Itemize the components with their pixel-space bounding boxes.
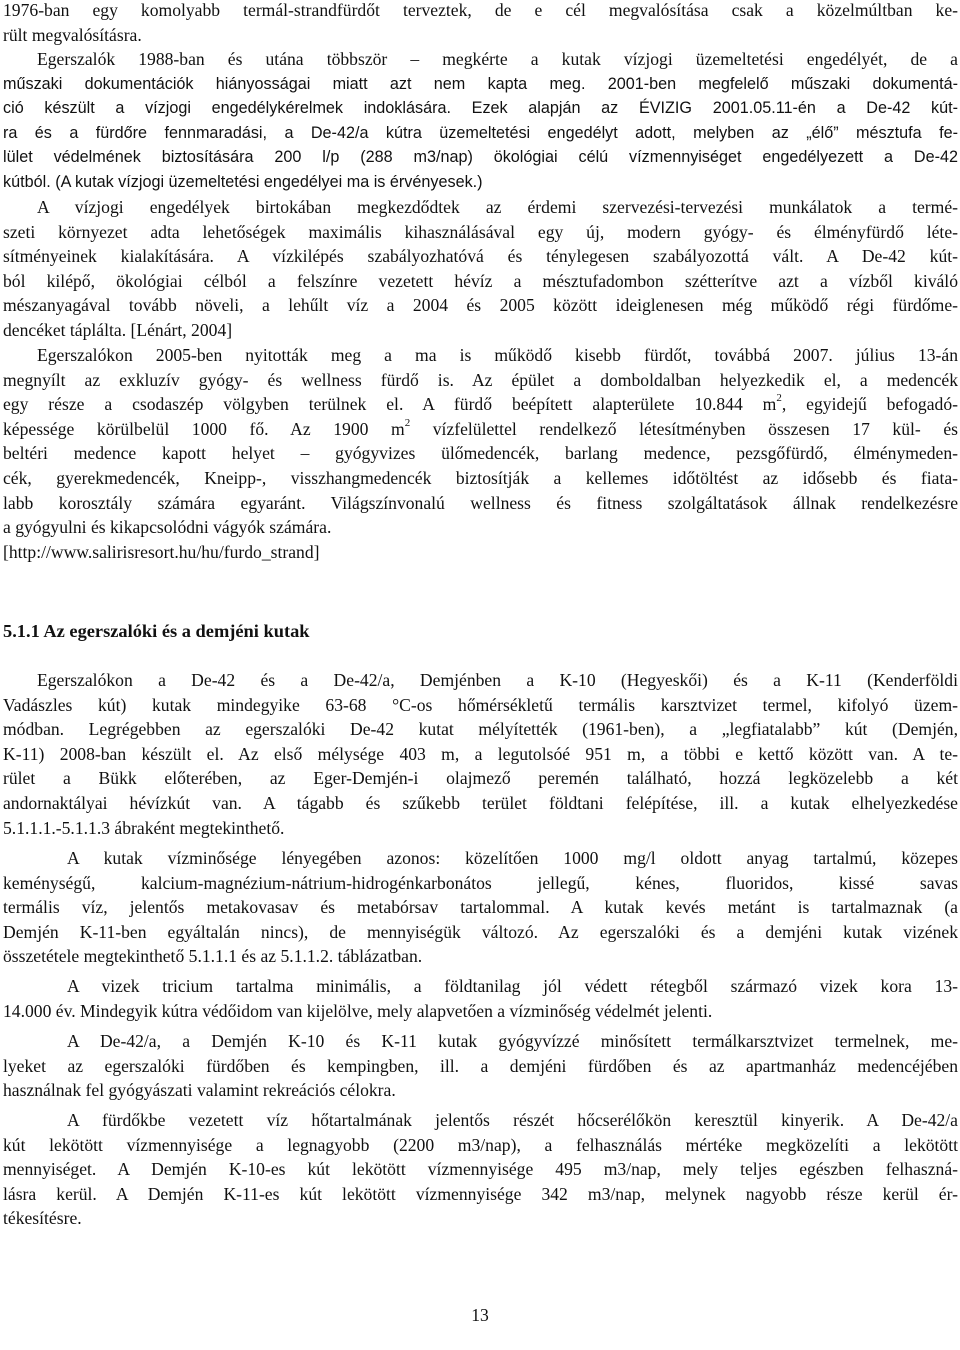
paragraph-bottom-8 xyxy=(3,1029,958,1103)
paragraph-top-3 xyxy=(3,195,958,343)
text-line: dencéket táplálta. [Lénárt, 2004] xyxy=(3,319,233,340)
text-line: kút lekötött vízmennyisége a legnagyobb (2200 m3/nap), a felhasználás mértéke megközelíti a lekötött xyxy=(3,1134,958,1155)
text-line: a gyógyulni és kikapcsolódni vágyók számára. xyxy=(3,517,332,538)
text-line: megnyílt az exkluzív gyógy- és wellness fürdő is. Az épület a domboldalban helyezkedik el, a medencék xyxy=(3,369,958,390)
text-line: A fürdőkbe vezetett víz hőtartalmának jelentős részét hőcserélőkön keresztül kinyerik. A De-42/a xyxy=(67,1110,958,1130)
text-line: andornaktályai hévízkút van. A tágabb és szűkebb terület földtani felépítése, ill. a kutak elhelyezkedése xyxy=(3,792,958,813)
text-line: kútból. (A kutak vízjogi üzemeltetési engedélyei ma is érvényesek.) xyxy=(3,172,483,191)
text-line: Demjén K-11-ben egyáltalán nincs), de mennyiségük változó. Az egerszalóki és a demjéni kutak vizének xyxy=(3,921,958,942)
text-line: 5.1.1.1.-5.1.1.3 ábraként megtekinthető. xyxy=(3,817,285,838)
text-line: A vizek tricium tartalma minimális, a földtanilag jól védett rétegből származó vizek kora 13- xyxy=(67,976,958,996)
text-line: lásra kerül. A Demjén K-11-es kút lekötött vízmennyisége 342 m3/nap, melynek nagyobb része kerül ér- xyxy=(3,1183,958,1204)
text-line: labb korosztály számára egyaránt. Világszínvonalú wellness és fitness szolgáltatások állnak rendelkezésre xyxy=(3,492,958,513)
text-line: A kutak vízminősége lényegében azonos: közelítően 1000 mg/l oldott anyag tartalmú, közepes xyxy=(67,848,958,868)
text-line: módban. Legrégebben az egerszalóki De-42 kutat mélyítették (1961-ben), a „legfiatalabb” kút (Demjén, xyxy=(3,719,958,740)
paragraph-bottom-7 xyxy=(3,974,958,1023)
text-line: lyeket az egerszalóki fürdőben és kempingben, ill. a demjéni fürdőben és az apartmanház medencéjében xyxy=(3,1055,958,1076)
text-line: használnak fel gyógyászati valamint rekreációs célokra. xyxy=(3,1080,396,1101)
text-line: mészanyagával tovább növeli, a lehűlt víz a 2004 és 2005 között ideiglenesen még működő régi fürdőme- xyxy=(3,295,958,316)
text-segment: , egyidejű befogadó- xyxy=(781,394,958,415)
text-line: keménységű, kalcium-magnézium-nátrium-hidrogénkarbonátos jellegű, kénes, fluoridos, kissé savas xyxy=(3,872,958,893)
text-line: ból kilépő, ökológiai célból a felszínre vezetett hévíz a mésztufadombon szétterítve azt a vízből kiváló xyxy=(3,270,958,291)
paragraph-top-1 xyxy=(3,0,958,47)
text-segment: egy része a csodaszép völgyben terülnek el. A fürdő beépített alapterülete 10.844 m xyxy=(3,394,777,415)
text-line: Egerszalók 1988-ban és utána többször – megkérte a kutak vízjogi üzemeltetési engedélyét, de a xyxy=(37,49,958,69)
text-line: Egerszalókon a De-42 és a De-42/a, Demjénben a K-10 (Hegyeskői) és a K-11 (Kenderföldi xyxy=(37,670,958,690)
text-line: rült megvalósításra. xyxy=(3,24,142,45)
text-line: rület a Bükk előterében, az Eger-Demjén-i olajmező peremén található, hozzá legközelebb a két xyxy=(3,768,958,789)
text-line xyxy=(3,392,958,417)
text-line: sítményeinek kialakítására. A vízkilépés szabályozhatóvá és ténylegesen szabályozottá vált. A De-42 kút- xyxy=(3,246,958,267)
paragraph-top-4 xyxy=(3,343,958,564)
text-line: ció készült a vízjogi engedélykérelmek indoklására. Ezek alapján az ÉVIZIG 2001.05.11-én a De-42 kút- xyxy=(3,99,958,118)
text-line: 1976-ban egy komolyabb termál-strandfürdőt terveztek, de e cél megvalósítása csak a közelmúltban ke- xyxy=(3,0,958,20)
text-line: összetétele megtekinthető 5.1.1.1 és az 5.1.1.2. táblázatban. xyxy=(3,946,423,967)
paragraph-bottom-9 xyxy=(3,1108,958,1231)
text-line: A De-42/a, a Demjén K-10 és K-11 kutak gyógyvízzé minősített termálkarsztvizet termelnek, me- xyxy=(67,1031,958,1051)
text-line: műszaki dokumentációk hiányosságai miatt azt nem kapta meg. 2001-ben megfelelő műszaki dokumentá- xyxy=(3,74,958,93)
page-number: 13 xyxy=(471,1305,489,1325)
text-line: 14.000 év. Mindegyik kútra védőidom van kijelölve, mely alapvetően a vízminőség védelmét jelenti. xyxy=(3,1000,713,1021)
superscript: 2 xyxy=(404,416,411,429)
text-line: lület védelmének biztosítására 200 l/p (288 m3/nap) ökológiai célú vízmennyiséget engedélyezett a De-42 xyxy=(3,148,958,167)
text-segment: képessége körülbelül 1000 fő. Az 1900 m xyxy=(3,418,405,439)
text-line: Vadászles kút) kutak mindegyike 63-68 °C-os hőmérsékletű termális karsztvizet termel, kifolyó üzem- xyxy=(3,694,958,715)
text-line: cék, gyerekmedencék, Kneipp-, visszhangmedencék biztosítják a kellemes időtöltést az idősebb és fiata- xyxy=(3,467,958,488)
text-segment: vízfelülettel rendelkező létesítményben összesen 17 kül- és xyxy=(410,418,958,439)
text-line: A vízjogi engedélyek birtokában megkezdődtek az érdemi szervezési-tervezési munkálatok a termé- xyxy=(37,197,958,217)
text-line xyxy=(3,417,958,442)
text-line: ra és a fürdőre fennmaradási, a De-42/a kútra üzemeltetési engedélyt adott, melyben az „élő” mésztufa fe- xyxy=(3,123,958,142)
url-reference: [http://www.salirisresort.hu/hu/furdo_strand] xyxy=(3,541,320,562)
text-line: termális víz, jelentős metakovasav és metabórsav tartalommal. A kutak kevés metánt is tartalmaznak (a xyxy=(3,897,958,918)
text-line: tékesítésre. xyxy=(3,1208,82,1229)
text-line: beltéri medence kapott helyet – gyógyvizes ülőmedencék, barlang medence, pezsgőfürdő, élménymeden- xyxy=(3,443,958,464)
section-heading: 5.1.1 Az egerszalóki és a demjéni kutak xyxy=(3,621,310,641)
paragraph-bottom-5 xyxy=(3,668,958,840)
text-line: Egerszalókon 2005-ben nyitották meg a ma is működő kisebb fürdőt, továbbá 2007. július 13-án xyxy=(37,345,958,365)
superscript: 2 xyxy=(776,392,782,405)
text-line: szeti környezet adta lehetőségek maximális kihasználásával egy új, modern gyógy- és élményfürdő léte- xyxy=(3,221,958,242)
paragraph-bottom-6 xyxy=(3,846,958,969)
text-line: mennyiséget. A Demjén K-10-es kút lekötött vízmennyisége 495 m3/nap, mely teljes egészben felhaszná- xyxy=(3,1159,958,1180)
text-line: K-11) 2008-ban készült el. Az első mélysége 403 m, a legutolsóé 951 m, a többi e kettő között van. A te- xyxy=(3,743,958,764)
paragraph-top-2 xyxy=(3,47,958,195)
